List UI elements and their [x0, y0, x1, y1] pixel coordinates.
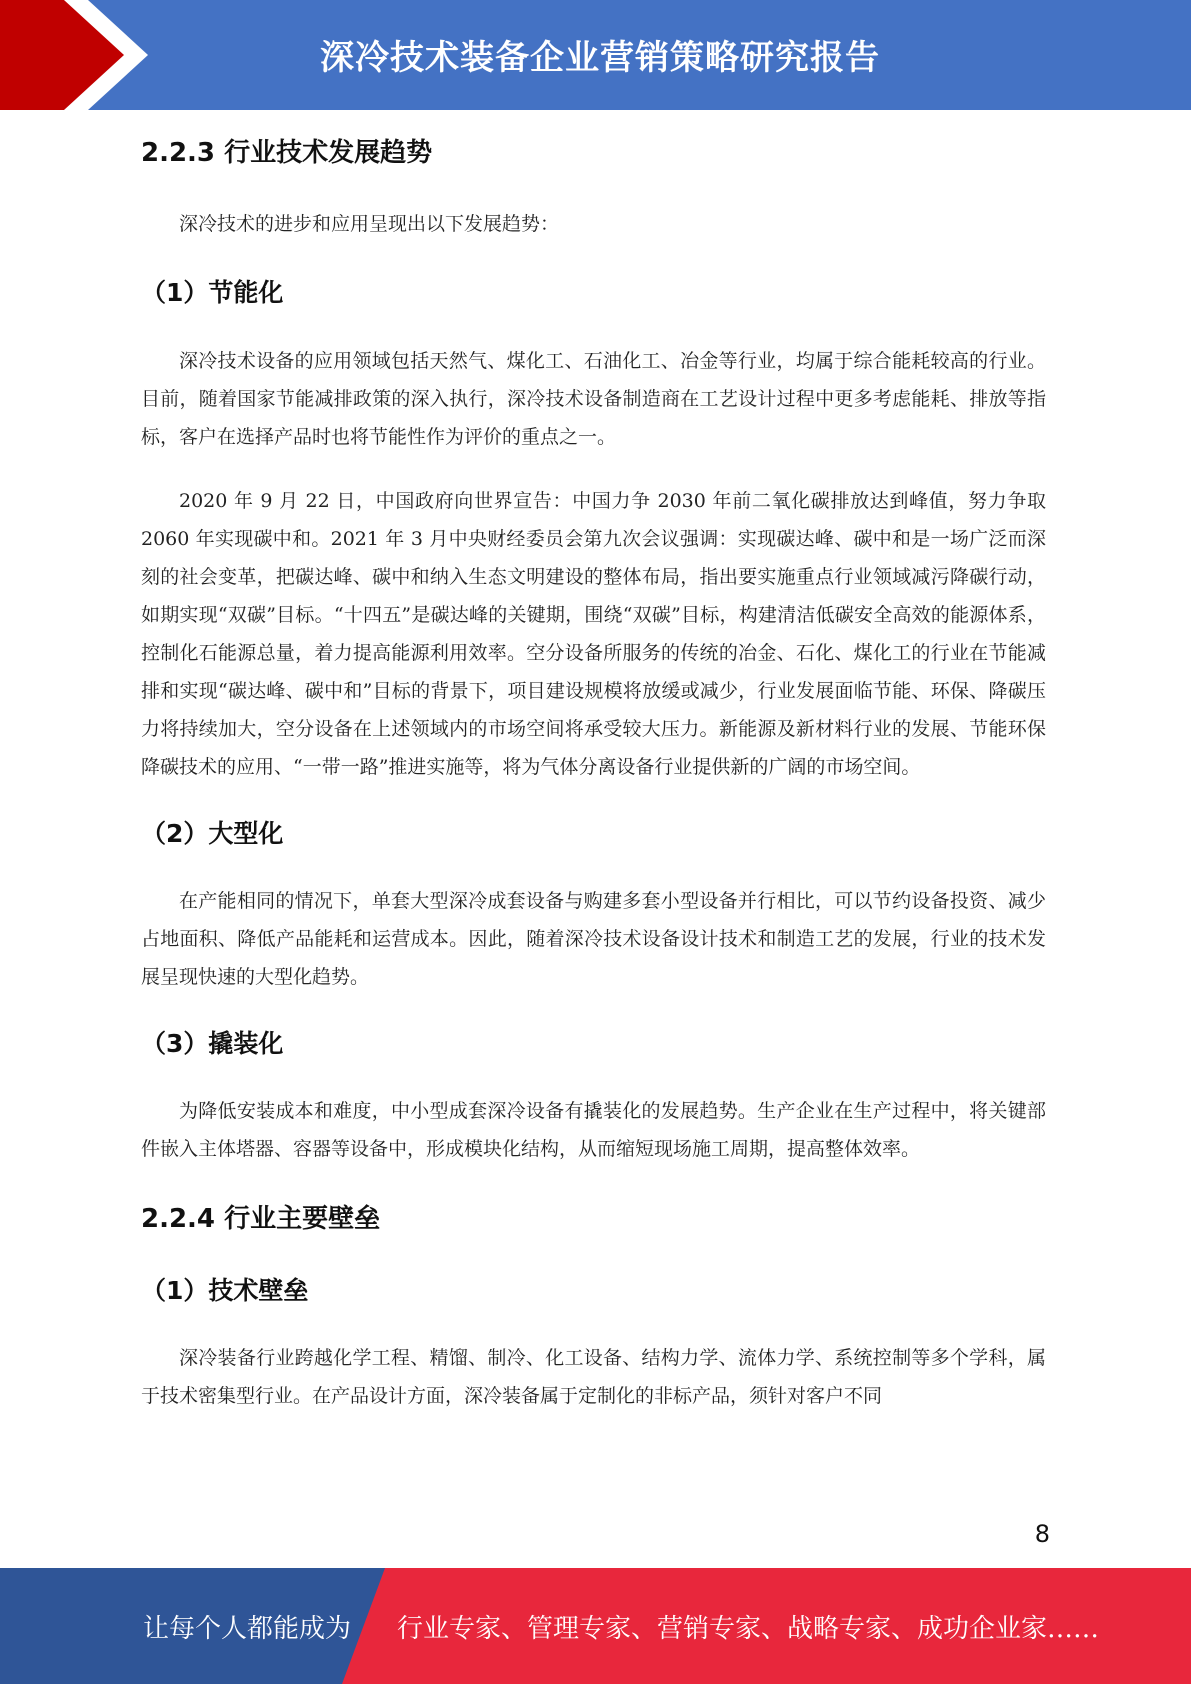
- subsection-heading-skid-mounted: （3）撬装化: [141, 1029, 284, 1058]
- energy-paragraph-2: 2020 年 9 月 22 日，中国政府向世界宣告：中国力争 2030 年前二氧化碳排放达到峰值，努力争取 2060 年实现碳中和。2021 年 3 月中央财经委员会第九次会议强调：实现碳达峰、碳中和是一场广泛而深刻的社会变革，把碳达峰、碳中和纳入生态文明建设的整体布局，指出要实施重点行业领域减污降碳行动，如期实现“双碳”目标。“十四五”是碳达峰的关键期，围绕“双碳”目标，构建清洁低碳安全高效的能源体系，控制化石能源总量，着力提高能源利用效率。空分设备所服务的传统的冶金、石化、煤化工的行业在节能减排和实现“碳达峰、碳中和”目标的背景下，项目建设规模将放缓或减少，行业发展面临节能、环保、降碳压力将持续加大，空分设备在上述领域内的市场空间将承受较大压力。新能源及新材料行业的发展、节能环保降碳技术的应用、“一带一路”推进实施等，将为气体分离设备行业提供新的广阔的市场空间。: [141, 490, 1046, 778]
- energy-paragraph-1: 深冷技术设备的应用领域包括天然气、煤化工、石油化工、冶金等行业，均属于综合能耗较高的行业。目前，随着国家节能减排政策的深入执行，深冷技术设备制造商在工艺设计过程中更多考虑能耗、排放等指标，客户在选择产品时也将节能性作为评价的重点之一。: [141, 350, 1046, 448]
- page-footer: [0, 1568, 1191, 1684]
- large-scale-paragraph: 在产能相同的情况下，单套大型深冷成套设备与购建多套小型设备并行相比，可以节约设备投资、减少占地面积、降低产品能耗和运营成本。因此，随着深冷技术设备设计技术和制造工艺的发展，行业的技术发展呈现快速的大型化趋势。: [141, 890, 1046, 988]
- page-header: [0, 0, 1191, 110]
- page-content: [141, 128, 1046, 1415]
- subsection-heading-large-scale: （2）大型化: [141, 819, 284, 848]
- page-number: 8: [1034, 1520, 1050, 1548]
- section-heading-2-2-4: 2.2.4 行业主要壁垒: [141, 1204, 381, 1234]
- skid-mounted-paragraph: 为降低安装成本和难度，中小型成套深冷设备有撬装化的发展趋势。生产企业在生产过程中，将关键部件嵌入主体塔器、容器等设备中，形成模块化结构，从而缩短现场施工周期，提高整体效率。: [141, 1100, 1046, 1160]
- footer-slogan-right: 行业专家、管理专家、营销专家、战略专家、成功企业家……: [397, 1614, 1100, 1644]
- technical-barrier-paragraph: 深冷装备行业跨越化学工程、精馏、制冷、化工设备、结构力学、流体力学、系统控制等多个学科，属于技术密集型行业。在产品设计方面，深冷装备属于定制化的非标产品，须针对客户不同: [141, 1347, 1046, 1407]
- subsection-heading-energy-saving: （1）节能化: [141, 278, 284, 307]
- section-heading-2-2-3: 2.2.3 行业技术发展趋势: [141, 138, 433, 168]
- footer-slogan-left: 让每个人都能成为: [143, 1614, 352, 1644]
- subsection-heading-technical-barrier: （1）技术壁垒: [141, 1276, 309, 1305]
- intro-paragraph: 深冷技术的进步和应用呈现出以下发展趋势：: [179, 213, 560, 235]
- document-title: 深冷技术装备企业营销策略研究报告: [320, 38, 880, 78]
